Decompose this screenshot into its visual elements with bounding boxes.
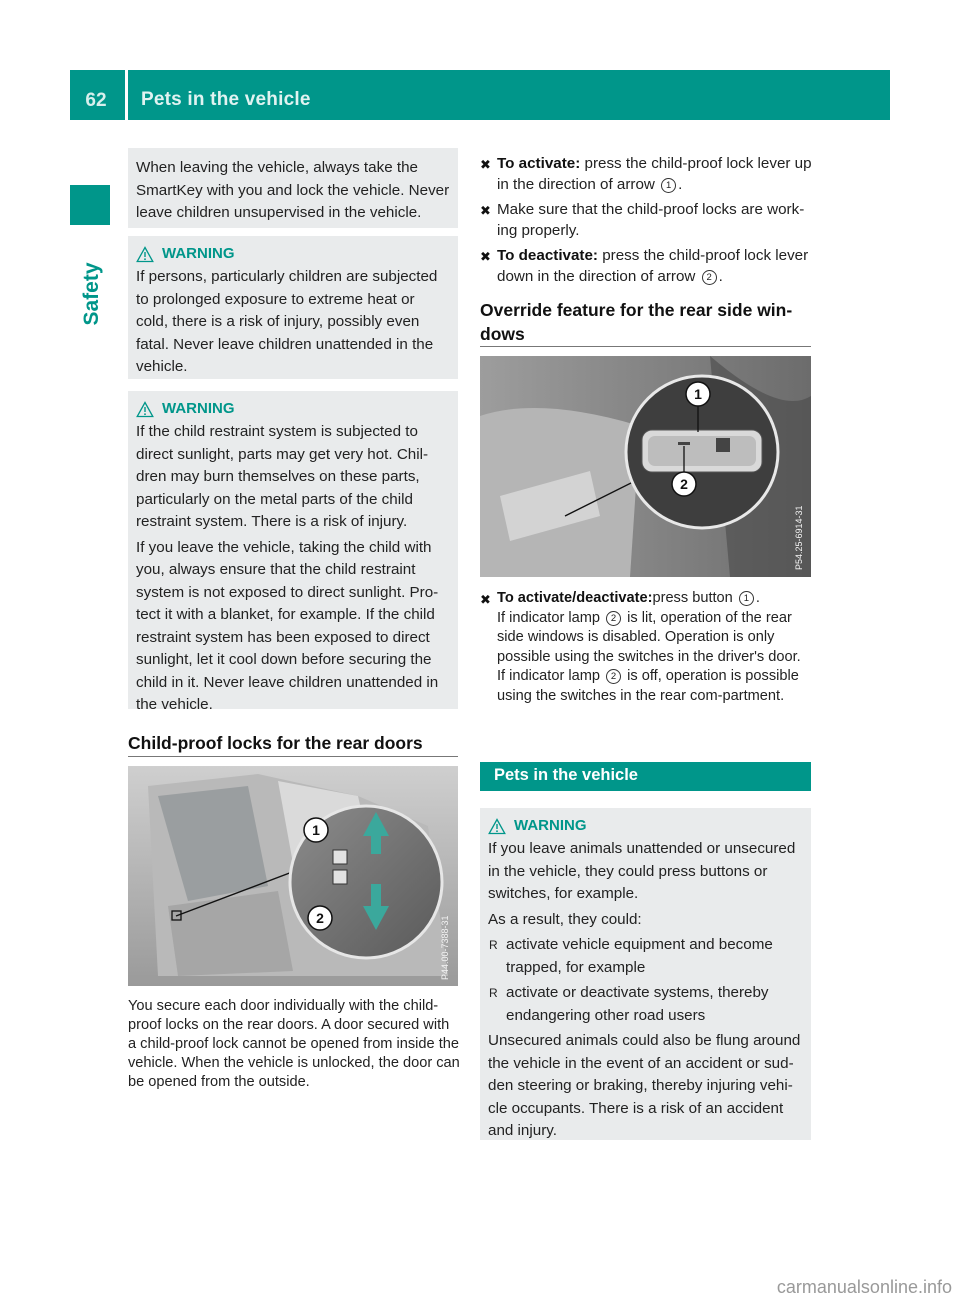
warning-heading: WARNING xyxy=(136,399,450,419)
callout-1: 1 xyxy=(312,822,320,838)
header-bar xyxy=(128,70,890,120)
figure-code: P44.00-7388-31 xyxy=(440,915,450,980)
warning-heading: WARNING xyxy=(136,244,450,264)
step-arrow-icon: ✖ xyxy=(480,157,491,172)
callout-2: 2 xyxy=(680,476,688,492)
warning-box-pets xyxy=(480,808,811,1140)
pets-heading: Pets in the vehicle xyxy=(494,766,638,784)
step-check: ✖ Make sure that the child-proof locks are work-ing properly. xyxy=(480,201,805,239)
note-text: When leaving the vehicle, always take the SmartKey with you and lock the vehicle. Never leave children unsupervised in the vehicle. xyxy=(136,159,450,221)
warning-box-heat xyxy=(128,236,458,379)
list-item: R activate or deactivate systems, thereby endangering other road users xyxy=(488,982,803,1027)
warning-bullet-list xyxy=(488,934,803,1027)
warning-triangle-icon xyxy=(136,246,154,263)
pets-section-bar xyxy=(480,762,811,791)
warning-triangle-icon xyxy=(488,818,506,835)
ref-2-icon: 2 xyxy=(702,270,717,285)
child-lock-steps xyxy=(480,153,812,287)
warning-heading: WARNING xyxy=(488,816,803,836)
heading-rule xyxy=(128,756,458,757)
list-item: R activate vehicle equipment and become trapped, for example xyxy=(488,934,803,979)
side-tab-marker xyxy=(70,185,110,225)
warning-text: If persons, particularly children are subjected to prolonged exposure to extreme heat or cold, there is a risk of injury, possibly even fatal. Never leave children unattended in the vehicle. xyxy=(136,268,438,375)
figure-code: P54.25-6914-31 xyxy=(794,505,804,570)
rear-door-illustration xyxy=(128,766,458,986)
step-arrow-icon: ✖ xyxy=(480,203,491,218)
child-lock-description: You secure each door individually with the child-proof locks on the rear doors. A door secured with a child-proof lock cannot be opened from inside the vehicle. When the vehicle is unlocked, the door can be opened from the outside. xyxy=(128,998,460,1090)
callout-1: 1 xyxy=(694,386,702,402)
warning-triangle-icon xyxy=(136,401,154,418)
warning-paragraph: Unsecured animals could also be flung around the vehicle in the event of an accident or sud-den steering or braking, thereby injuring vehi-cle occupants. There is a risk of an accident and injury. xyxy=(488,1032,801,1139)
step-activate: ✖ To activate: press the child-proof lock lever up in the direction of arrow 1 . xyxy=(480,155,812,193)
ref-1-icon: 1 xyxy=(739,591,754,606)
side-section-label xyxy=(66,250,116,340)
step-arrow-icon: ✖ xyxy=(480,592,491,607)
section-heading-child-locks: Child-proof locks for the rear doors xyxy=(128,733,423,753)
step-deactivate: ✖ To deactivate: press the child-proof lock lever down in the direction of arrow 2 . xyxy=(480,247,809,285)
window-switch-illustration xyxy=(480,356,811,577)
watermark: carmanualsonline.info xyxy=(776,1277,952,1297)
figure-window-switch xyxy=(480,356,811,577)
warning-paragraph: If you leave the vehicle, taking the child with you, always ensure that the child restraint system is not exposed to direct sunlight. Pro-tect it with a blanket, for example. If the child restraint system has been exposed to direct sunlight, let it cool down before securing the child in it. Never leave children unattended in the vehicle. xyxy=(136,538,439,713)
warning-box-sunlight xyxy=(128,391,458,713)
step-override: ✖ To activate/deactivate:press button 1 . If indicator lamp 2 is lit, operation of the rear side windows is disabled. Operation is only possible using the switches in the driver's door. If indicator lamp 2 is off, operation is possible using the switches in the rear com-partment. xyxy=(480,589,812,706)
figure-rear-door xyxy=(128,766,458,986)
page-title: Pets in the vehicle xyxy=(141,89,311,110)
callout-2: 2 xyxy=(316,910,324,926)
ref-2-icon: 2 xyxy=(606,669,621,684)
step-arrow-icon: ✖ xyxy=(480,249,491,264)
heading-rule xyxy=(480,346,811,347)
warning-paragraph: If you leave animals unattended or unsecured in the vehicle, they could press buttons or switches, for example. xyxy=(488,840,796,902)
ref-2-icon: 2 xyxy=(606,611,621,626)
section-heading-override: Override feature for the rear side win-dows xyxy=(480,300,793,344)
warning-paragraph: As a result, they could: xyxy=(488,910,642,928)
ref-1-icon: 1 xyxy=(661,178,676,193)
page-number-block xyxy=(70,70,125,120)
warning-paragraph: If the child restraint system is subjected to direct sunlight, parts may get very hot. Chil-dren may burn themselves on these parts, particularly on the metal parts of the child restraint system. There is a risk of injury. xyxy=(136,423,429,530)
note-box xyxy=(128,148,458,228)
side-label-text: Safety xyxy=(80,262,103,326)
page-number: 62 xyxy=(85,90,107,111)
